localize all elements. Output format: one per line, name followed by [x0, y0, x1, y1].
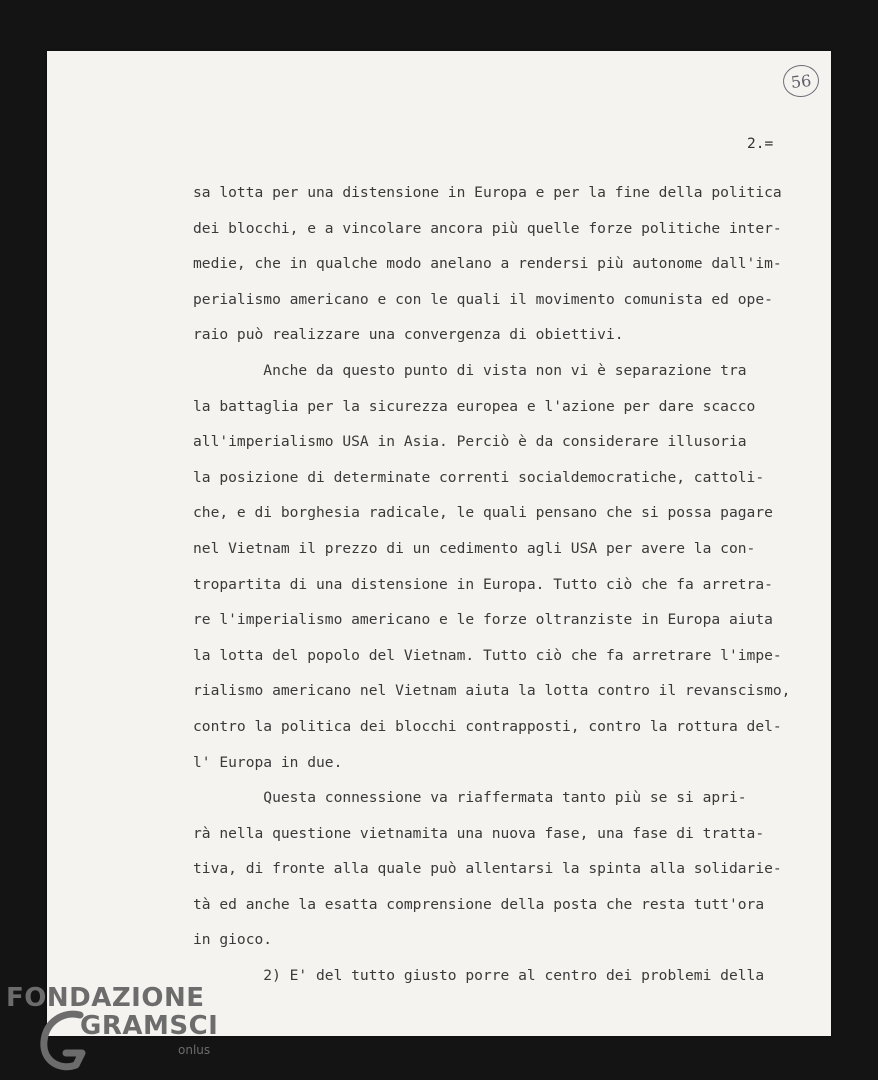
text-line: nel Vietnam il prezzo di un cedimento agli USA per avere la con- [193, 539, 756, 557]
text-line: tiva, di fronte alla quale può allentarsi la spinta alla solidarie- [193, 860, 782, 878]
text-line: la lotta del popolo del Vietnam. Tutto ciò che fa arretrare l'impe- [193, 646, 782, 664]
text-line: che, e di borghesia radicale, le quali pensano che si possa pagare [193, 504, 773, 522]
text-line: l' Europa in due. [193, 753, 343, 771]
text-line: in gioco. [193, 931, 273, 949]
text-line: 2) E' del tutto giusto porre al centro dei problemi della [193, 967, 765, 985]
text-line: la posizione di determinate correnti socialdemocratiche, cattoli- [193, 468, 765, 486]
text-line: perialismo americano e con le quali il movimento comunista ed ope- [193, 290, 773, 308]
typewritten-text [193, 175, 833, 994]
text-line: rialismo americano nel Vietnam aiuta la lotta contro il revanscismo, [193, 682, 791, 700]
watermark-line2: GRAMSCI [80, 1011, 219, 1041]
document-page [47, 51, 831, 1036]
watermark-line1: FONDAZIONE [6, 983, 205, 1013]
text-line: all'imperialismo USA in Asia. Perciò è da considerare illusoria [193, 433, 747, 451]
archive-page-stamp: 56 [781, 63, 820, 99]
text-line: re l'imperialismo americano e le forze oltranziste in Europa aiuta [193, 611, 773, 629]
text-line: tropartita di una distensione in Europa. Tutto ciò che fa arretra- [193, 575, 773, 593]
text-line: Questa connessione va riaffermata tanto più se si apri- [193, 789, 747, 807]
text-line: sa lotta per una distensione in Europa e per la fine della politica [193, 184, 782, 201]
text-line: tà ed anche la esatta comprensione della posta che resta tutt'ora [193, 895, 765, 913]
text-line: la battaglia per la sicurezza europea e l'azione per dare scacco [193, 397, 756, 415]
text-line: dei blocchi, e a vincolare ancora più quelle forze politiche inter- [193, 219, 782, 237]
page-number: 2.= [747, 136, 774, 152]
text-line: Anche da questo punto di vista non vi è separazione tra [193, 361, 747, 379]
text-line: contro la politica dei blocchi contrapposti, contro la rottura del- [193, 717, 782, 735]
fondazione-gramsci-watermark [6, 983, 226, 1073]
text-line: raio può realizzare una convergenza di obiettivi. [193, 326, 624, 344]
watermark-line3: onlus [178, 1043, 211, 1057]
text-line: rà nella questione vietnamita una nuova fase, una fase di tratta- [193, 824, 765, 842]
text-line: medie, che in qualche modo anelano a rendersi più autonome dall'im- [193, 255, 782, 273]
